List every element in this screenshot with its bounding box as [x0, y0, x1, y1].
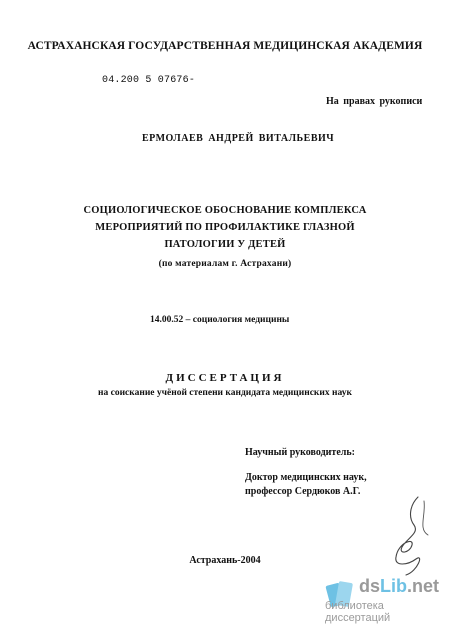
place-year: Астрахань-2004	[189, 555, 261, 566]
institution-name: АСТРАХАНСКАЯ ГОСУДАРСТВЕННАЯ МЕДИЦИНСКАЯ АКАДЕМИЯ	[27, 40, 423, 52]
watermark-brand-lib: Lib	[380, 576, 408, 596]
watermark-logo	[325, 576, 445, 624]
watermark-brand	[359, 576, 439, 597]
supervisor-name: профессор Сердюков А.Г.	[245, 486, 361, 497]
signature-mark	[388, 495, 438, 580]
specialty-code: 14.00.52 – социология медицины	[150, 315, 290, 325]
author-name: ЕРМОЛАЕВ АНДРЕЙ ВИТАЛЬЕВИЧ	[142, 133, 335, 144]
degree-line: на соискание учёной степени кандидата медицинских наук	[98, 388, 352, 398]
title-line-1: СОЦИОЛОГИЧЕСКОЕ ОБОСНОВАНИЕ КОМПЛЕКСА	[83, 205, 367, 216]
watermark-brand-net: .net	[407, 576, 440, 596]
supervisor-title: Доктор медицинских наук,	[245, 472, 367, 483]
rights-note: На правах рукописи	[326, 96, 423, 107]
title-line-2: МЕРОПРИЯТИЙ ПО ПРОФИЛАКТИКЕ ГЛАЗНОЙ	[95, 222, 355, 233]
stamp-number: 04.200 5 07676-	[102, 75, 196, 86]
dissertation-label: ДИССЕРТАЦИЯ	[165, 372, 285, 384]
title-subtitle: (по материалам г. Астрахани)	[158, 259, 292, 269]
watermark-subtitle: библиотека диссертаций	[325, 600, 391, 624]
watermark-brand-ds: ds	[359, 576, 381, 596]
title-line-3: ПАТОЛОГИИ У ДЕТЕЙ	[164, 239, 286, 250]
supervisor-label: Научный руководитель:	[245, 447, 355, 458]
